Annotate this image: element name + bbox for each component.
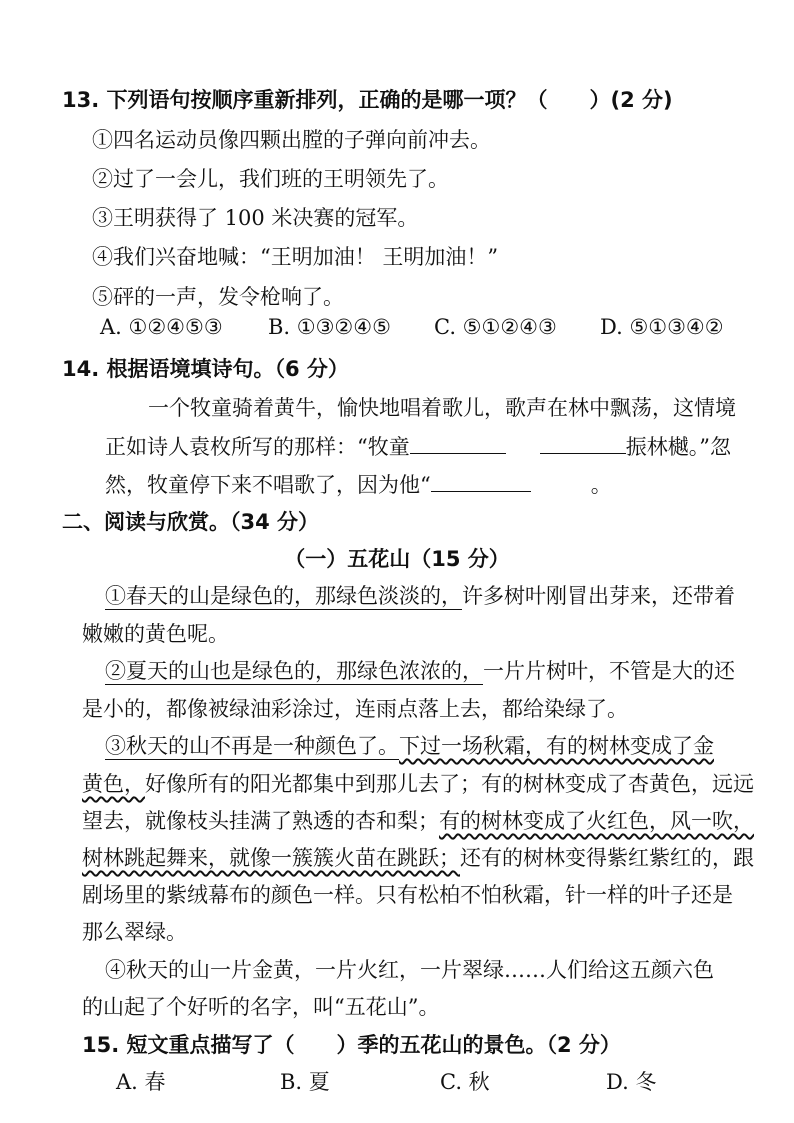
q15-option-b[interactable]: B. 夏: [280, 1070, 330, 1094]
paragraph-3-line-5: 剧场里的紫绒幕布的颜色一样。只有松柏不怕秋霜，针一样的叶子还是: [82, 883, 733, 907]
q14-blank-3[interactable]: [431, 473, 531, 492]
q15-option-d[interactable]: D. 冬: [606, 1070, 657, 1094]
q14-context-line-2: [105, 431, 731, 461]
underlined-sentence: ③秋天的山不再是一种颜色了。: [105, 734, 399, 758]
paragraph-4-line-1: ④秋天的山一片金黄，一片火红，一片翠绿……人们给这五颜六色: [105, 958, 714, 982]
q15-option-c[interactable]: C. 秋: [440, 1070, 490, 1094]
paragraph-3-line-4: [82, 842, 754, 872]
q14-context-line-1: 一个牧童骑着黄牛，愉快地唱着歌儿，歌声在林中飘荡，这情境: [148, 396, 736, 420]
q15-stem: 15. 短文重点描写了（ ）季的五花山的景色。（2 分）: [82, 1033, 621, 1057]
q13-sentence-2: ②过了一会儿，我们班的王明领先了。: [92, 167, 449, 191]
plain-text: 望去，就像枝头挂满了熟透的杏和梨；: [82, 809, 439, 833]
underlined-sentence: ②夏天的山也是绿色的，那绿色浓浓的，: [105, 659, 483, 683]
q14-line3-text-b: 。: [590, 473, 612, 497]
plain-text: 好像所有的阳光都集中到那儿去了；有的树林变成了杏黄色，远远: [145, 772, 754, 796]
q14-line3-text-a: 然，牧童停下来不唱歌了，因为他“: [105, 473, 431, 497]
plain-text: 许多树叶刚冒出芽来，还带着: [462, 584, 735, 608]
paragraph-3-line-1: [105, 730, 714, 760]
q14-line2-text-b: 振林樾。”忽: [625, 435, 731, 459]
plain-text: 一片片树叶，不管是大的还: [483, 659, 735, 683]
q13-option-c[interactable]: C. ⑤①②④③: [434, 315, 557, 339]
q13-sentence-4: ④我们兴奋地喊：“王明加油！ 王明加油！”: [92, 245, 499, 269]
paragraph-3-line-3: [82, 805, 754, 835]
q13-option-b[interactable]: B. ①③②④⑤: [268, 315, 391, 339]
paragraph-2-line-2: 是小的，都像被绿油彩涂过，连雨点落上去，都给染绿了。: [82, 697, 628, 721]
q15-option-a[interactable]: A. 春: [116, 1070, 166, 1094]
wavy-underlined-sentence: 黄色，: [82, 772, 145, 796]
paragraph-4-line-2: 的山起了个好听的名字，叫“五花山”。: [82, 995, 440, 1019]
underlined-sentence: ①春天的山是绿色的，那绿色淡淡的，: [105, 584, 462, 608]
paragraph-1-line-2: 嫩嫩的黄色呢。: [82, 622, 229, 646]
q13-sentence-3: ③王明获得了 100 米决赛的冠军。: [92, 206, 419, 230]
paragraph-3-line-6: 那么翠绿。: [82, 920, 187, 944]
paragraph-1-line-1: [105, 580, 735, 610]
wavy-underlined-sentence: 有的树林变成了火红色，风一吹，: [439, 809, 754, 833]
q14-stem: 14. 根据语境填诗句。（6 分）: [62, 357, 349, 381]
wavy-underlined-sentence: 下过一场秋霜，有的树林变成了金: [399, 734, 714, 758]
passage-title: （一）五花山（15 分）: [284, 547, 510, 571]
q14-context-line-3: [105, 469, 612, 499]
q13-option-a[interactable]: A. ①②④⑤③: [100, 315, 223, 339]
q14-line2-text-a: 正如诗人袁枚所写的那样：“牧童: [105, 435, 410, 459]
q13-stem: 13. 下列语句按顺序重新排列，正确的是哪一项？（ ）(2 分): [62, 88, 673, 112]
paragraph-3-line-2: [82, 768, 754, 798]
wavy-underlined-sentence: 树林跳起舞来，就像一簇簇火苗在跳跃；: [82, 846, 460, 870]
paragraph-2-line-1: [105, 655, 735, 685]
q14-blank-1[interactable]: [410, 435, 506, 454]
q13-option-d[interactable]: D. ⑤①③④②: [600, 315, 724, 339]
section-2-heading: 二、阅读与欣赏。（34 分）: [62, 510, 320, 534]
plain-text: 还有的树林变得紫红紫红的，跟: [460, 846, 754, 870]
q13-sentence-5: ⑤砰的一声，发令枪响了。: [92, 285, 344, 309]
q13-sentence-1: ①四名运动员像四颗出膛的子弹向前冲去。: [92, 128, 491, 152]
q14-blank-2[interactable]: [540, 435, 626, 454]
